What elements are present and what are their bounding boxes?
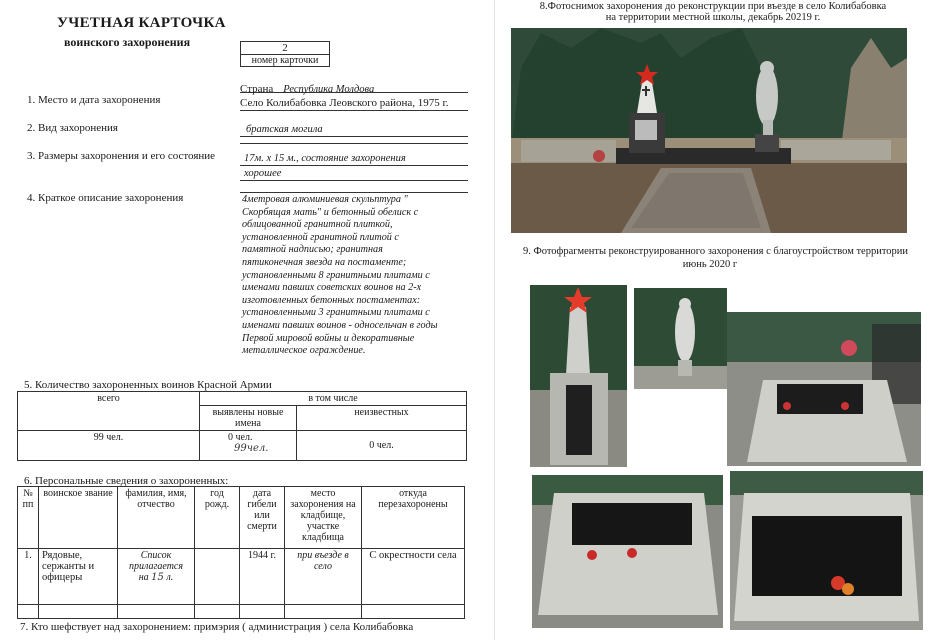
field-6-table [17, 486, 465, 619]
country-row [240, 79, 468, 93]
photo-sculpture [634, 288, 727, 389]
unknown-value: 0 чел. [297, 431, 467, 461]
row-name-hand-prefix: на [138, 572, 149, 583]
found-value: 0 чел. [228, 432, 253, 443]
field-3-label: 3. Размеры захоронения и его состояние [27, 150, 216, 162]
col-header-reburied: откуда перезахоронены [362, 487, 465, 549]
row-number: 1. [18, 549, 39, 605]
row-place: при въезде в село [285, 549, 362, 605]
description-line: облицованной гранитной плиткой, [242, 219, 393, 231]
found-handwritten: 99чел. [234, 443, 269, 454]
description-line: установленными 3 гранитными плитами с [242, 307, 430, 319]
page-divider [494, 0, 495, 640]
col-header-rank: воинское звание [39, 487, 118, 549]
photo-plaza [727, 312, 921, 466]
row-name-hand-suffix: л. [166, 572, 174, 583]
description-line: Скорбящая мать" и бетонный обелиск с [242, 206, 419, 218]
row-death: 1944 г. [240, 549, 285, 605]
country-value: Республика Молдова [283, 84, 375, 95]
field-5-table [17, 391, 467, 461]
description-line: металлическое ограждение. [242, 345, 366, 357]
field-5-label: 5. Количество захороненных воинов Красной Армии [24, 379, 272, 391]
col-header-place: место захоронения на кладбище, участке кладбища [285, 487, 362, 549]
col-header-death: дата гибели или смерти [240, 487, 285, 549]
row-name-hand-number: 15 [151, 572, 164, 583]
found-header: выявлены новые имена [200, 406, 297, 431]
photo-8-title-2: на территории местной школы, декабрь 20219 г. [605, 12, 821, 23]
description-line: изготовленных бетонных постаментах: [242, 294, 421, 306]
field-4-label: 4. Краткое описание захоронения [27, 192, 184, 204]
total-header: всего [18, 392, 200, 431]
field-4-topline [240, 191, 468, 193]
field-1-value: Село Колибабовка Леовского района, 1975 г. [240, 97, 468, 111]
col-header-name: фамилия, имя, отчество [118, 487, 195, 549]
description-line: установленной гранитной плитой с [242, 231, 399, 243]
field-7-label: 7. Кто шефствует над захоронением: примэрия ( администрация ) села Колибабовка [20, 621, 414, 633]
row-reburied: С окрестности села [362, 549, 465, 605]
field-3-value-2: хорошее [240, 168, 468, 181]
country-label: Страна [240, 83, 274, 95]
field-2-value: братская могила [240, 124, 468, 137]
photo-8-title-1: 8.Фотоснимок захоронения до реконструкции при въезде в село Колибабовка [539, 1, 887, 12]
col-header-birth: год рожд. [195, 487, 240, 549]
row-birth [195, 549, 240, 605]
description-line: Первой мировой войны и декоративные [242, 332, 415, 344]
field-3-value-1: 17м. х 15 м., состояние захоронения [240, 153, 468, 166]
including-header: в том числе [200, 392, 467, 406]
unknown-header: неизвестных [297, 406, 467, 431]
total-value: 99 чел. [18, 431, 200, 461]
description-line: именами павших советских воинов на 2-х [242, 282, 422, 294]
row-rank: Рядовые, сержанты и офицеры [39, 549, 118, 605]
field-6-label: 6. Персональные сведения о захороненных: [24, 475, 229, 487]
card-number-box [240, 41, 330, 67]
col-header-number: № пп [18, 487, 39, 549]
field-1-label: 1. Место и дата захоронения [27, 94, 161, 106]
photo-obelisk [530, 285, 627, 467]
photo-9-title-2: июнь 2020 г [682, 259, 738, 270]
photo-plaque-right [730, 471, 923, 630]
card-number-label: номер карточки [241, 54, 329, 66]
description-line: именами павших воинов - односельчан в годы [242, 319, 438, 331]
photo-plaque-left [532, 475, 723, 628]
row-name: Список прилагается [129, 550, 183, 572]
field-2-line [240, 142, 468, 144]
field-4-description [242, 194, 478, 358]
description-line: памятной надписью; гранитная [242, 244, 383, 256]
photo-memorial-before [511, 28, 907, 233]
description-line: пятиконечная звезда на постаменте; [242, 256, 407, 268]
description-line: 4метровая алюминиевая скульптура " [242, 194, 408, 205]
card-number: 2 [282, 42, 288, 54]
field-2-label: 2. Вид захоронения [27, 122, 118, 134]
card-subtitle: воинского захоронения [64, 35, 191, 49]
photo-9-title-1: 9. Фотофрагменты реконструированного захоронения с благоустройством территории [522, 246, 909, 257]
card-title: УЧЕТНАЯ КАРТОЧКА [57, 15, 226, 31]
description-line: установленными 8 гранитными плитами с [242, 269, 430, 281]
